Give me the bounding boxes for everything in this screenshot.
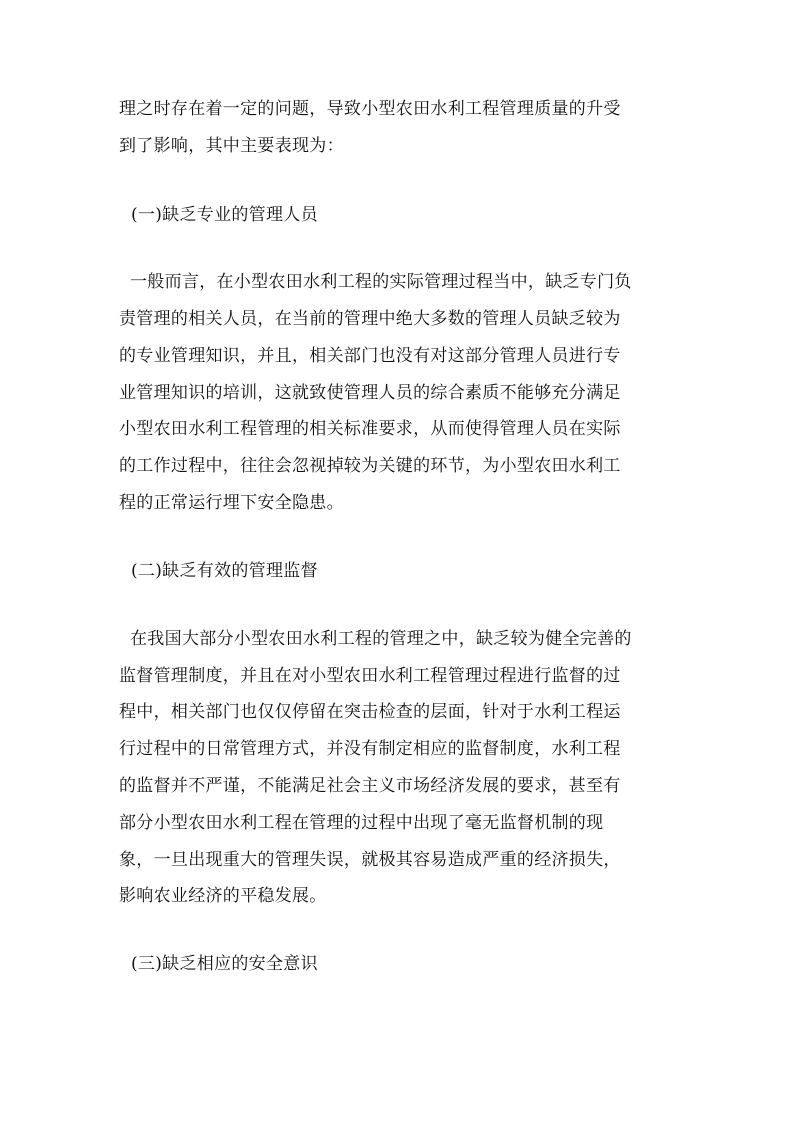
paragraph-2-line-5: 小型农田水利工程管理的相关标准要求，从而使得管理人员在实际 xyxy=(119,419,621,439)
paragraph-3-line-3: 程中，相关部门也仅仅停留在突击检查的层面，针对于水利工程运 xyxy=(119,702,621,722)
paragraph-2-line-1: 一般而言，在小型农田水利工程的实际管理过程当中，缺乏专门负 xyxy=(130,272,632,292)
paragraph-1-line-1: 理之时存在着一定的问题，导致小型农田水利工程管理质量的升受 xyxy=(119,99,621,119)
paragraph-2-line-4: 业管理知识的培训，这就致使管理人员的综合素质不能够充分满足 xyxy=(119,383,621,403)
section-heading-3: (三)缺乏相应的安全意识 xyxy=(131,954,318,974)
paragraph-2-line-7: 程的正常运行埋下安全隐患。 xyxy=(119,493,344,513)
section-heading-2: (二)缺乏有效的管理监督 xyxy=(131,561,318,581)
paragraph-3-line-1: 在我国大部分小型农田水利工程的管理之中，缺乏较为健全完善的 xyxy=(130,629,632,649)
section-heading-1: (一)缺乏专业的管理人员 xyxy=(131,205,318,225)
paragraph-3-line-7: 象，一旦出现重大的管理失误，就极其容易造成严重的经济损失， xyxy=(119,850,621,870)
paragraph-2-line-6: 的工作过程中，往往会忽视掉较为关键的环节，为小型农田水利工 xyxy=(119,456,621,476)
paragraph-3-line-6: 部分小型农田水利工程在管理的过程中出现了毫无监督机制的现 xyxy=(119,813,604,833)
paragraph-3-line-8: 影响农业经济的平稳发展。 xyxy=(119,886,327,906)
paragraph-2-line-2: 责管理的相关人员，在当前的管理中绝大多数的管理人员缺乏较为 xyxy=(119,309,621,329)
paragraph-3-line-5: 的监督并不严谨，不能满足社会主义市场经济发展的要求，甚至有 xyxy=(119,776,621,796)
paragraph-2-line-3: 的专业管理知识，并且，相关部门也没有对这部分管理人员进行专 xyxy=(119,346,621,366)
paragraph-1-line-2: 到了影响，其中主要表现为： xyxy=(119,136,344,156)
paragraph-3-line-4: 行过程中的日常管理方式，并没有制定相应的监督制度，水利工程 xyxy=(119,739,621,759)
paragraph-3-line-2: 监督管理制度，并且在对小型农田水利工程管理过程进行监督的过 xyxy=(119,666,621,686)
